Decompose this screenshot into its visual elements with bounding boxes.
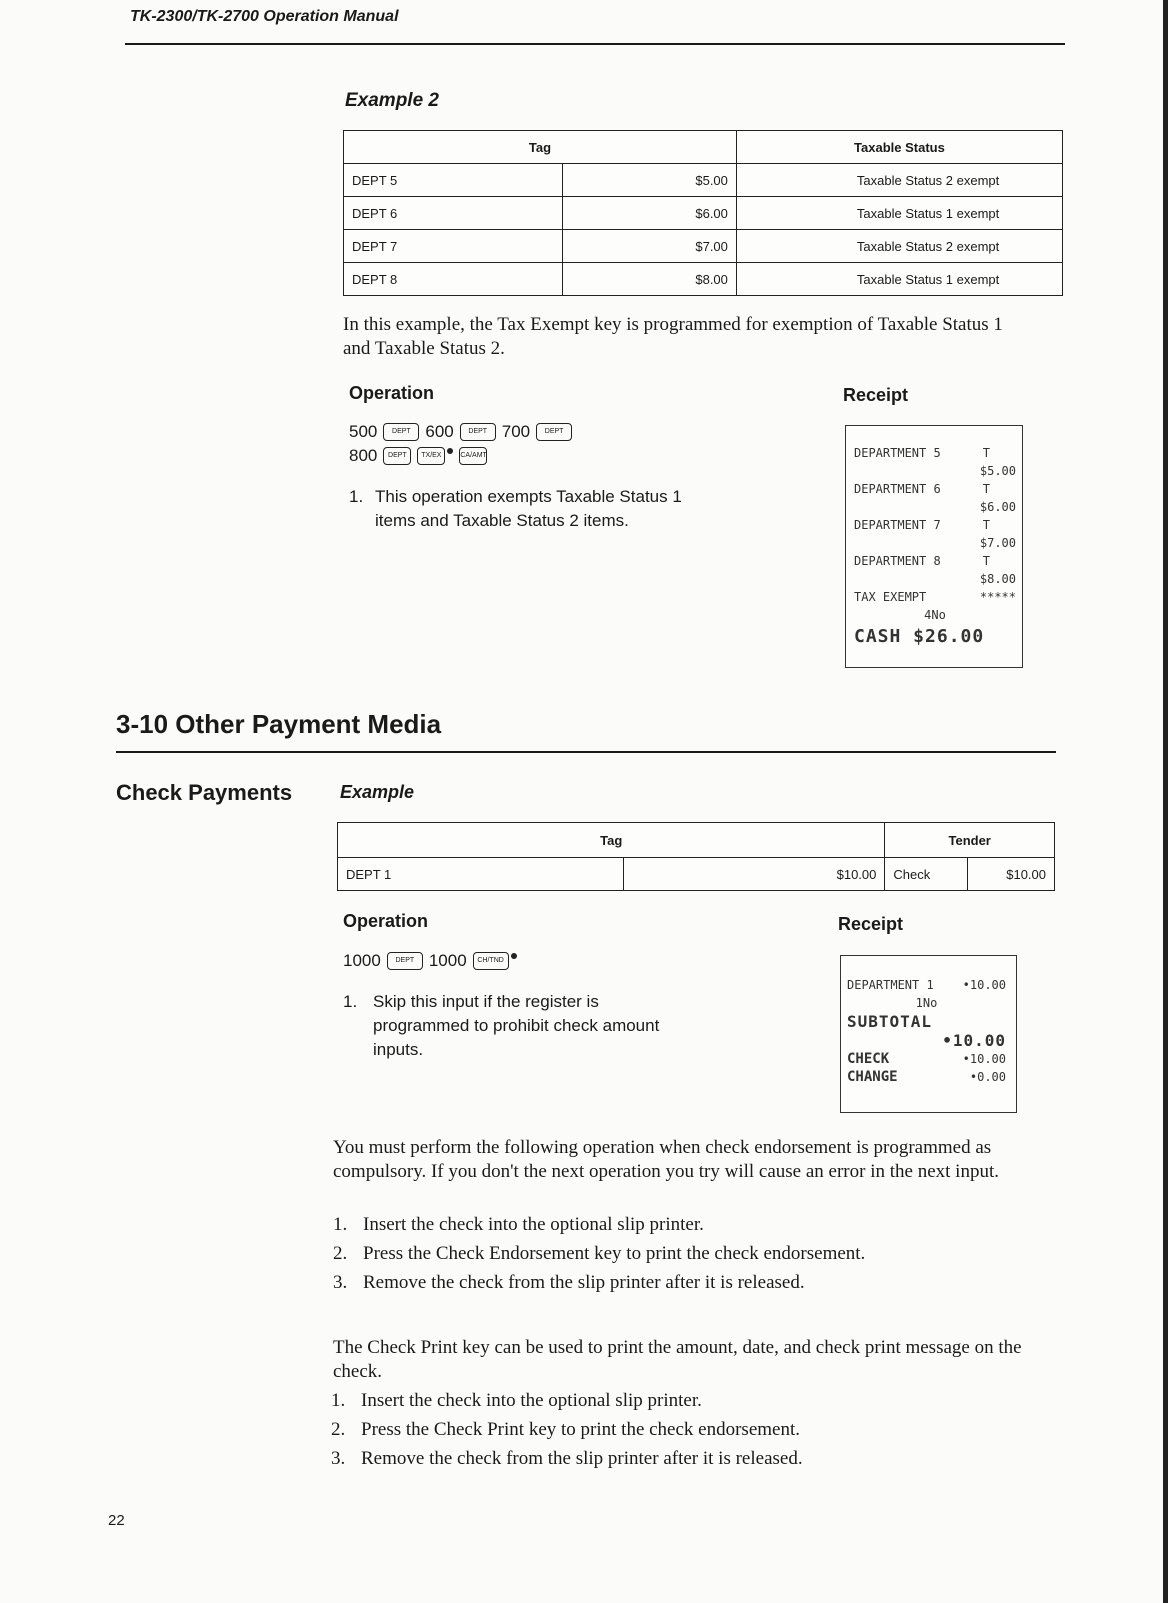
dept-key: DEPT — [383, 447, 411, 465]
receipt-line — [854, 516, 1016, 534]
receipt-line — [854, 444, 1016, 462]
operation-heading: Operation — [343, 911, 429, 931]
list-item — [333, 1214, 1033, 1243]
receipt-check — [840, 955, 1017, 1113]
list-item — [331, 1390, 1031, 1419]
tax-exempt-label: TAX EXEMPT — [854, 590, 927, 604]
operation-heading: Operation — [349, 383, 435, 403]
item-count: 1No — [915, 996, 938, 1010]
item-count: 4No — [924, 608, 946, 622]
receipt-amount: $8.00 — [979, 572, 1016, 586]
list-text: Remove the check from the slip printer after it is released. — [363, 1272, 805, 1293]
tender-header: Tender — [885, 823, 1055, 858]
receipt-label: DEPARTMENT 6 — [854, 482, 941, 496]
tax-exempt-value: ***** — [979, 590, 1016, 604]
change-amount: •0.00 — [969, 1070, 1006, 1084]
list-number: 1. — [331, 1390, 346, 1411]
table-row — [344, 164, 1063, 197]
list-text: Insert the check into the optional slip printer. — [363, 1214, 704, 1235]
operation-line-1 — [349, 422, 572, 442]
example2-table — [343, 130, 1063, 296]
endorsement-steps — [333, 1214, 1033, 1301]
dept-cell: DEPT 7 — [344, 230, 563, 263]
operation-note — [343, 990, 683, 1062]
dept-cell: DEPT 6 — [344, 197, 563, 230]
check-amount: •10.00 — [962, 1052, 1006, 1066]
receipt-amount: •10.00 — [962, 978, 1006, 992]
note-text: Skip this input if the register is programmed to prohibit check amount inputs. — [373, 992, 660, 1059]
change-label: CHANGE — [847, 1069, 898, 1085]
check-example-table — [337, 822, 1055, 891]
note-text: This operation exempts Taxable Status 1 items and Taxable Status 2 items. — [375, 487, 682, 530]
receipt-amount-line — [854, 462, 1016, 480]
receipt-heading: Receipt — [838, 914, 904, 934]
list-item — [333, 1243, 1033, 1272]
receipt-heading: Receipt — [843, 385, 909, 405]
table-row — [344, 197, 1063, 230]
tag-header: Tag — [344, 131, 737, 164]
receipt-amount: $5.00 — [979, 464, 1016, 478]
operation-line-2 — [349, 446, 487, 466]
cash-key: CA/AMT — [459, 447, 487, 465]
tender-amount-cell: $10.00 — [967, 858, 1054, 891]
receipt-mark: T — [982, 518, 990, 532]
check-operation-line — [343, 951, 517, 971]
subtotal-label: SUBTOTAL — [847, 1012, 933, 1031]
receipt-change-line — [847, 1068, 1006, 1086]
list-text: Press the Check Print key to print the check endorsement. — [361, 1419, 801, 1440]
manual-title: TK-2300/TK-2700 Operation Manual — [130, 8, 399, 25]
op-value: 800 — [349, 446, 378, 465]
receipt-amount-line — [854, 570, 1016, 588]
receipt-example2 — [845, 425, 1023, 668]
receipt-amount: $6.00 — [979, 500, 1016, 514]
receipt-mark: T — [982, 446, 990, 460]
taxable-status-header: Taxable Status — [736, 131, 1062, 164]
check-tender-key: CH/TND — [473, 952, 509, 970]
receipt-label: DEPARTMENT 5 — [854, 446, 941, 460]
receipt-dept-line — [847, 976, 1006, 994]
list-number: 2. — [331, 1419, 346, 1440]
list-item — [333, 1272, 1033, 1301]
op-value: 700 — [501, 422, 531, 441]
op-value: 500 — [349, 422, 378, 441]
receipt-amount-line — [854, 534, 1016, 552]
table-header-row — [338, 823, 1055, 858]
table-header-row — [344, 131, 1063, 164]
dept-key: DEPT — [536, 423, 572, 441]
receipt-cash-total: CASH $26.00 — [854, 626, 985, 647]
table-row — [344, 263, 1063, 296]
table-row — [338, 858, 1055, 891]
amount-cell: $10.00 — [624, 858, 885, 891]
subsection-title: Check Payments — [116, 780, 293, 805]
list-number: 2. — [333, 1243, 348, 1264]
receipt-mark: T — [982, 554, 990, 568]
receipt-count — [847, 994, 1006, 1012]
check-print-paragraph: The Check Print key can be used to print the amount, date, and check print message on the check. — [333, 1337, 1022, 1382]
receipt-mark: T — [982, 482, 990, 496]
example2-paragraph: In this example, the Tax Exempt key is programmed for exemption of Taxable Status 1 and Taxable Status 2. — [343, 314, 1003, 359]
amount-cell: $6.00 — [562, 197, 736, 230]
example-title: Example — [340, 782, 415, 802]
list-number: 3. — [331, 1448, 346, 1469]
check-label: CHECK — [847, 1051, 890, 1067]
receipt-count — [854, 606, 1016, 624]
tender-cell: Check — [885, 858, 968, 891]
tax-exempt-key: TX/EX — [417, 447, 445, 465]
list-text: Press the Check Endorsement key to print the check endorsement. — [363, 1243, 866, 1264]
status-cell: Taxable Status 1 exempt — [736, 263, 1062, 296]
op-value: 600 — [425, 422, 454, 441]
receipt-check-line — [847, 1050, 1006, 1068]
tag-header: Tag — [338, 823, 885, 858]
operation-note — [349, 485, 709, 533]
receipt-line — [854, 552, 1016, 570]
list-text: Remove the check from the slip printer after it is released. — [361, 1448, 803, 1469]
example2-title: Example 2 — [345, 90, 439, 111]
dept-key: DEPT — [383, 423, 419, 441]
receipt-tax-exempt — [854, 588, 1016, 606]
amount-cell: $7.00 — [562, 230, 736, 263]
status-cell: Taxable Status 2 exempt — [736, 164, 1062, 197]
receipt-label: DEPARTMENT 7 — [854, 518, 941, 532]
section-title: 3-10 Other Payment Media — [116, 709, 442, 739]
amount-cell: $8.00 — [562, 263, 736, 296]
list-number: 1. — [333, 1214, 348, 1235]
section-rule — [116, 751, 1056, 753]
op-value: 1000 — [343, 951, 381, 970]
header-rule — [125, 43, 1065, 45]
amount-cell: $5.00 — [562, 164, 736, 197]
list-text: Insert the check into the optional slip printer. — [361, 1390, 702, 1411]
status-cell: Taxable Status 2 exempt — [736, 230, 1062, 263]
receipt-label: DEPARTMENT 1 — [847, 978, 934, 992]
note-number: 1. — [349, 487, 364, 506]
scan-edge — [1163, 0, 1168, 1603]
list-number: 3. — [333, 1272, 348, 1293]
receipt-amount-line — [854, 498, 1016, 516]
press-dot-icon — [511, 953, 517, 959]
list-item — [331, 1419, 1031, 1448]
status-cell: Taxable Status 1 exempt — [736, 197, 1062, 230]
subtotal-amount: •10.00 — [942, 1031, 1006, 1050]
dept-key: DEPT — [460, 423, 496, 441]
endorsement-paragraph: You must perform the following operation when check endorsement is programmed as compulsory. If you don't the next operation you try will cause an error in the next input. — [333, 1137, 999, 1182]
dept-cell: DEPT 5 — [344, 164, 563, 197]
receipt-amount: $7.00 — [979, 536, 1016, 550]
receipt-label: DEPARTMENT 8 — [854, 554, 941, 568]
table-row — [344, 230, 1063, 263]
receipt-line — [854, 480, 1016, 498]
page-number: 22 — [108, 1512, 125, 1529]
op-value: 1000 — [428, 951, 467, 970]
list-item — [331, 1448, 1031, 1477]
note-number: 1. — [343, 992, 358, 1011]
press-dot-icon — [447, 448, 453, 454]
dept-cell: DEPT 1 — [338, 858, 624, 891]
check-print-steps — [331, 1390, 1031, 1477]
dept-key: DEPT — [387, 952, 423, 970]
dept-cell: DEPT 8 — [344, 263, 563, 296]
